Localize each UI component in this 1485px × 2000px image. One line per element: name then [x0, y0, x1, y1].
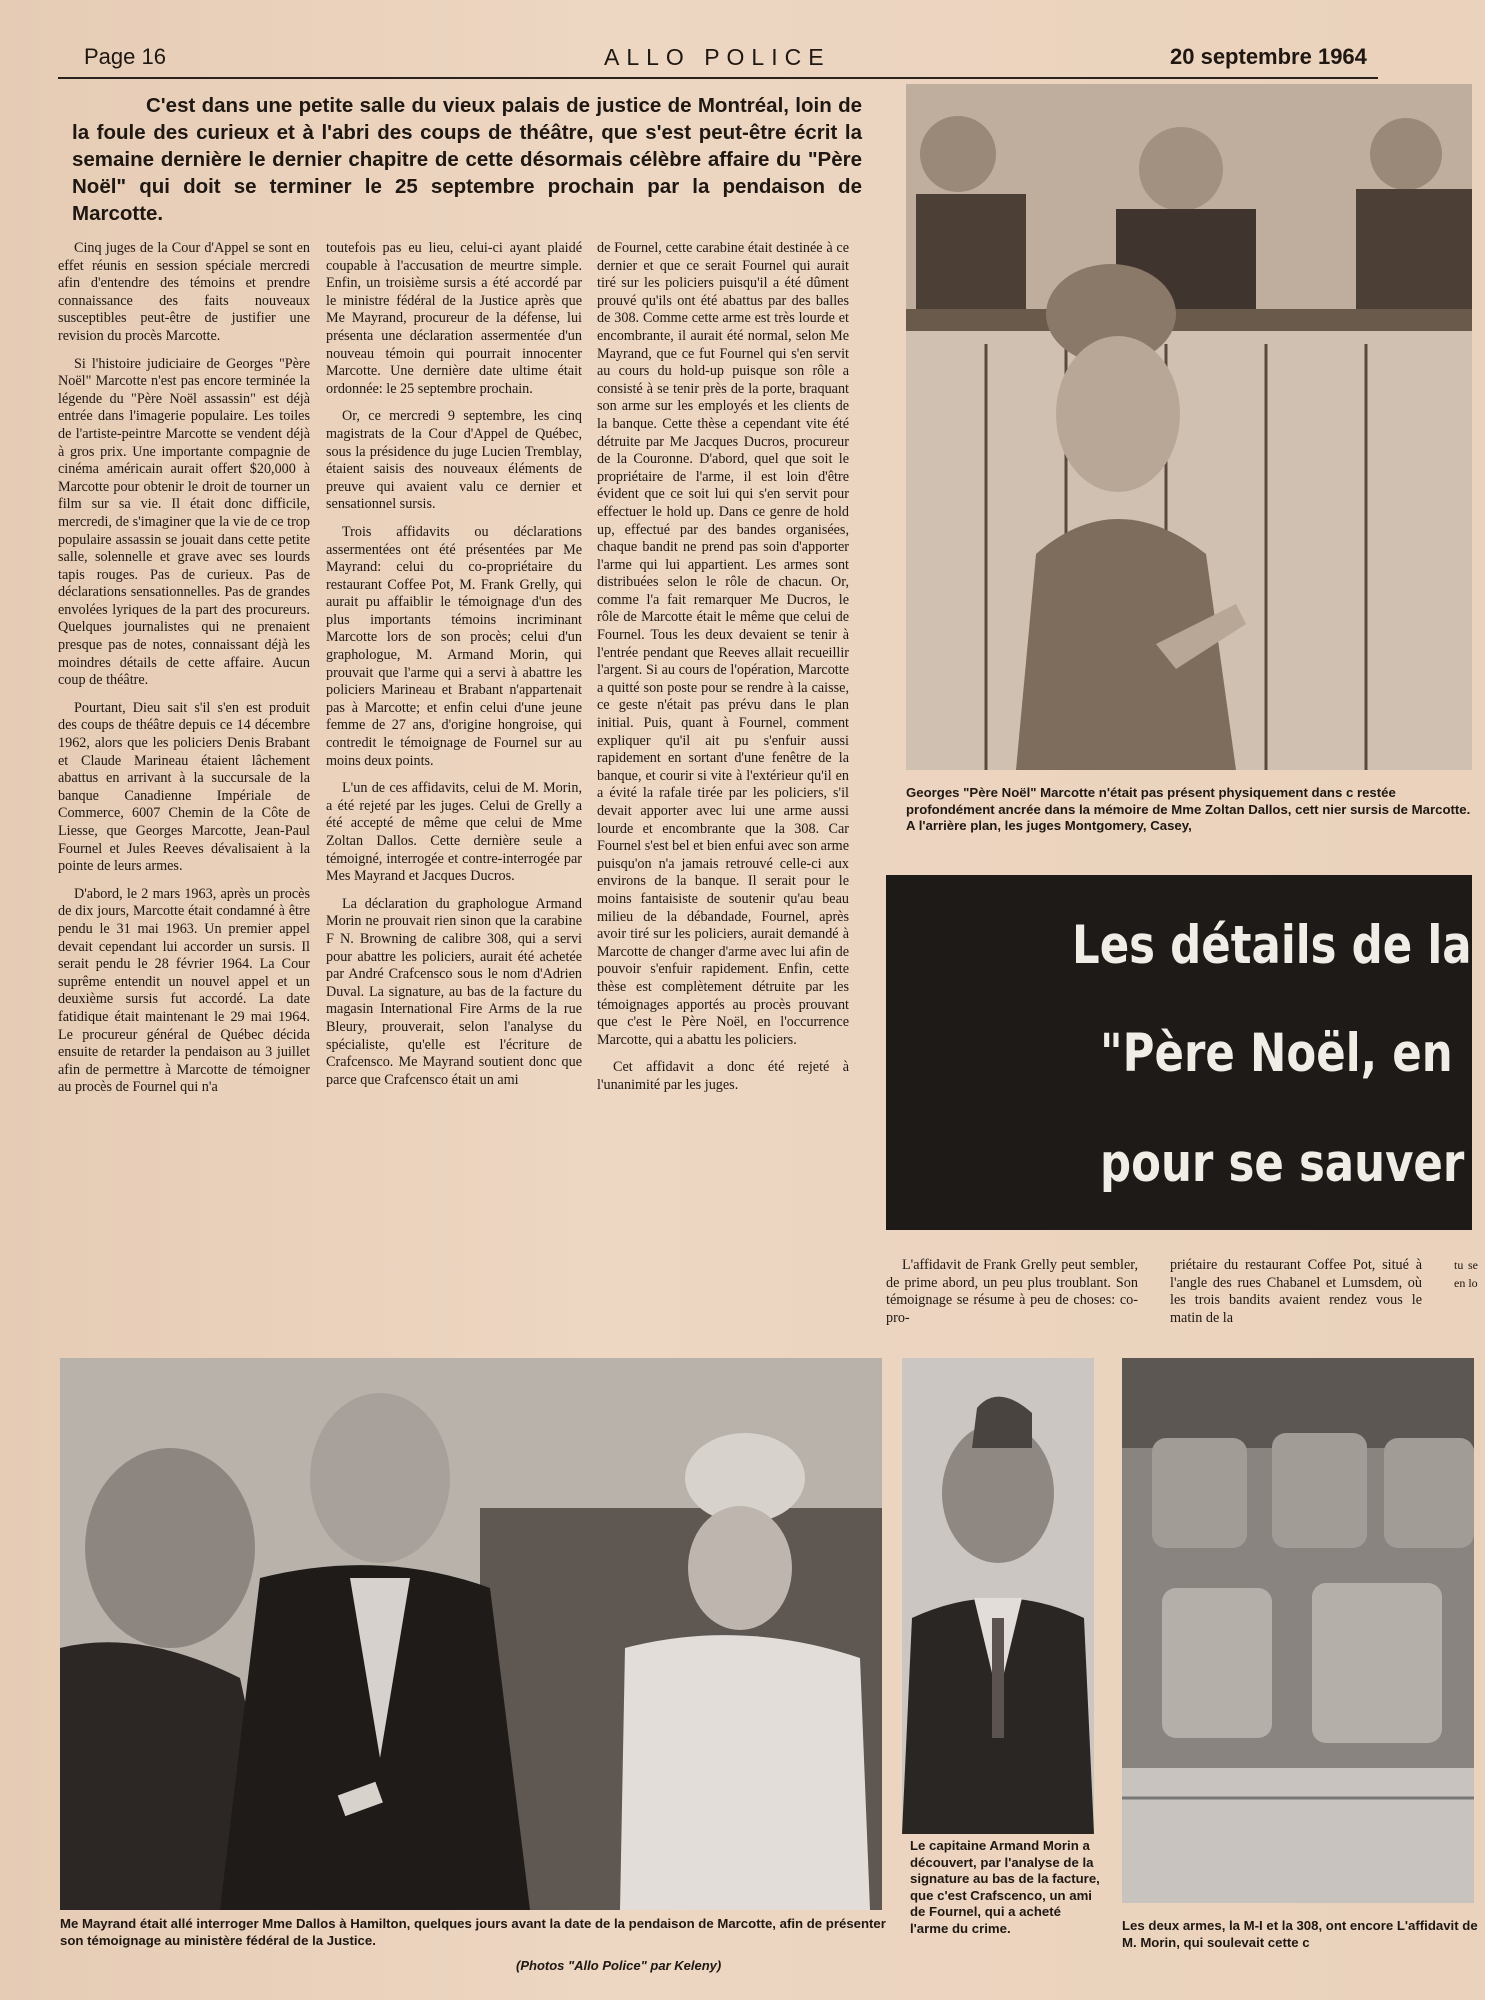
article-lead: C'est dans une petite salle du vieux palais de justice de Montréal, loin de la foule des curieux et à l'abri des coups de théâtre, que s'est peut-être écrit la semaine dernière le dernier chapitre de cette désormais célèbre affaire du "Père Noël" qui doit se terminer le 25 septembre prochain par la pendaison de Marcotte.: [72, 94, 862, 225]
photo-credit: (Photos "Allo Police" par Keleny): [516, 1958, 722, 1973]
second-article-column-2: [1170, 1257, 1422, 1327]
banner-line-2: "Père Noël, en: [1100, 1023, 1453, 1084]
page-number: Page 16: [84, 44, 166, 69]
article-column-2: [326, 240, 582, 1099]
publication-name: ALLO POLICE: [604, 44, 831, 70]
second-article-column-1: [886, 1257, 1138, 1327]
courtroom-photo-caption: Les deux armes, la M-I et la 308, ont encore L'affidavit de M. Morin, qui soulevait cette c: [1122, 1918, 1478, 1950]
paragraph: priétaire du restaurant Coffee Pot, situé à l'angle des rues Chabanel et Lumsdem, où les trois bandits avaient rendez vous le matin de la: [1170, 1257, 1422, 1326]
paragraph: Cinq juges de la Cour d'Appel se sont en effet réunis en session spéciale mercredi afin d'entendre des témoins et prendre connaissance des faits nouveaux susceptibles peut-être de justifier une revision du procès Marcotte.: [58, 240, 310, 344]
paragraph: L'affidavit de Frank Grelly peut sembler, de prime abord, un peu plus troublant. Son témoignage se résume à peu de choses: co-pro-: [886, 1257, 1138, 1326]
issue-date: 20 septembre 1964: [1170, 44, 1367, 69]
paragraph: D'abord, le 2 mars 1963, après un procès de dix jours, Marcotte était condamné à être pendu le 31 mai 1963. Un premier appel devait cependant lui accorder un sursis. Il serait pendu le 28 février 1964. La Cour suprême entendit un nouvel appel et un deuxième sursis fut accordé. La date fatidique était maintenant le 29 mai 1964. Le procureur général de Québec décida ensuite de retarder la pendaison au 3 juillet afin de permettre à Marcotte de témoigner au procès de Fournel qui n'a: [58, 885, 310, 1096]
main-photo-caption: Me Mayrand était allé interroger Mme Dallos à Hamilton, quelques jours avant la date de la pendaison de Marcotte, afin de présenter son témoignage au ministère fédéral de la Justice.: [60, 1916, 886, 1948]
headline-banner: [886, 875, 1472, 1230]
header-rule: [58, 77, 1378, 79]
article-column-1: [58, 240, 310, 1107]
court-sketch-illustration: [906, 84, 1472, 770]
paragraph: La déclaration du graphologue Armand Morin ne prouvait rien sinon que la carabine F N. Browning de calibre 308, qui a servi pour abattre les policiers, aurait été achetée par André Crafcensco sous le nom d'Adrien Duval. La signature, au bas de la facture du magasin International Fire Arms de la rue Bleury, prouverait, selon l'analyse du spécialiste, qu'elle est l'écriture de Crafcensco. Me Mayrand soutient donc que parce que Crafcensco était un ami: [326, 895, 582, 1088]
article-column-3: [597, 240, 849, 1105]
paragraph: Cet affidavit a donc été rejeté à l'unanimité par les juges.: [597, 1059, 849, 1093]
sketch-caption: Georges "Père Noël" Marcotte n'était pas présent physiquement dans c restée profondément ancrée dans la mémoire de Mme Zoltan Dallos, cett nier sursis de Marcotte. A l'arrière plan, les juges Montgomery, Casey,: [906, 785, 1471, 833]
photo-mayrand-dallos: [60, 1358, 882, 1910]
paragraph: L'un de ces affidavits, celui de M. Morin, a été rejeté par les juges. Celui de Grelly a été accepté de même que celui de Mme Zoltan Dallos. Cette dernière seule a témoigné, interrogée et contre-interrogée par Mes Mayrand et Jacques Ducros.: [326, 780, 582, 885]
paragraph: Or, ce mercredi 9 septembre, les cinq magistrats de la Cour d'Appel de Québec, sous la présidence du juge Lucien Tremblay, étaient saisis des nouveaux éléments de preuve qui avaient valu ce dernier et sensationnel sursis.: [326, 408, 582, 513]
banner-line-1: Les détails de la: [1072, 915, 1472, 976]
paragraph: tu se en lo: [1454, 1258, 1478, 1290]
second-article-column-3: [1454, 1257, 1484, 1292]
banner-line-3: pour se sauver: [1100, 1133, 1465, 1194]
photo-armand-morin: [902, 1358, 1094, 1834]
paragraph: toutefois pas eu lieu, celui-ci ayant plaidé coupable à l'accusation de meurtre simple. Enfin, un troisième sursis a été accordé par le ministre fédéral de la Justice après que Me Mayrand, procureur de la défense, lui présenta une déclaration assermentée d'un nouveau témoin qui pourrait innocenter Marcotte. Une dernière date ultime était ordonnée: le 25 septembre prochain.: [326, 240, 582, 397]
morin-photo-caption: Le capitaine Armand Morin a découvert, par l'analyse de la signature au bas de la facture, que c'est Crafscenco, un ami de Fournel, qui a acheté l'arme du crime.: [910, 1838, 1100, 1936]
paragraph: Pourtant, Dieu sait s'il s'en est produit des coups de théâtre depuis ce 14 décembre 1962, alors que les policiers Denis Brabant et Claude Marineau étaient lâchement abattus en arrivant à la succursale de la banque Canadienne Impériale de Commerce, 6007 Chemin de la Côte de Liesse, que Georges Marcotte, Jean-Paul Fournel et Jules Reeves dévalisaient à la pointe de leurs armes.: [58, 699, 310, 875]
paragraph: Trois affidavits ou déclarations assermentées ont été présentées par Me Mayrand: celui du co-propriétaire du restaurant Coffee Pot, M. Frank Grelly, qui aurait pu affaiblir le témoignage d'un des plus importants témoins incriminant Marcotte lors de son procès; celui d'un graphologue, M. Armand Morin, qui prouvait que l'arme qui a servi à abattre les policiers Marineau et Brabant n'appartenait pas à Marcotte; et enfin celui d'une jeune femme de 27 ans, d'origine hongroise, qui contredit le témoignage de Fournel sur au moins deux points.: [326, 523, 582, 769]
photo-courtroom-chairs: [1122, 1358, 1474, 1903]
paragraph: Si l'histoire judiciaire de Georges "Père Noël" Marcotte n'est pas encore terminée la légende du "Père Noël assassin" est déjà entrée dans l'imagerie populaire. Les toiles de l'artiste-peintre Marcotte se vendent déjà à gros prix. Une importante compagnie de cinéma américain aurait offert $20,000 à Marcotte pour obtenir le droit de tourner un film sur sa vie. Il était donc difficile, mercredi, de s'imaginer que la vie de ce trop populaire assassin se jouait dans cette petite salle, solennelle et grave avec ses lourds tapis rouges. Pas de curieux. Pas de déclarations sensationnelles. Pas de grandes envolées lyriques de la part des procureurs. Quelques journalistes qui ne prenaient presque pas de notes, connaissant déjà les moindres détails de cette affaire. Aucun coup de théâtre.: [58, 355, 310, 689]
paragraph: de Fournel, cette carabine était destinée à ce dernier et que ce serait Fournel qui aurait tiré sur les policiers puisqu'il a été dûment prouvé qu'ils ont été abattus par des balles de 308. Comme cette arme est très lourde et encombrante, il aurait été normal, selon Me Mayrand, que ce fut Fournel qui s'en servit au cours du hold-up puisque son rôle a consisté à se tenir près de la porte, braquant son arme sur les employés et les clients de la banque. Cette thèse a cependant vite été détruite par Me Jacques Ducros, procureur de la Couronne. D'abord, quel que soit le propriétaire de l'arme, il est loin d'être évident que ce soit lui qui s'en servit pour effectuer le hold up. Dans ce genre de hold up, effectué par des bandes organisées, chaque bandit ne prend pas soin d'apporter l'arme qui lui appartient. Les armes sont distribuées selon le rôle de chacun. Or, comme l'a fait remarquer Me Ducros, le rôle de Marcotte était le même que celui de Fournel. Tous les deux devaient se tenir à l'entrée pendant que Reeves allait recueillir l'argent. Si au cours de l'opération, Marcotte a quitté son poste pour se rendre à la caisse, ce geste n'était pas prévu dans le plan initial. Puis, quant à Fournel, comment expliquer qu'il ait pu s'enfuir aussi rapidement en sortant d'une fenêtre de la banque, et courir si vite à l'extérieur qu'il en a évité la rafale tirée par les policiers, s'il devait apporter avec lui une arme aussi lourde et encombrante que la 308. Car Fournel s'est bel et bien enfui avec son arme puisqu'on n'a jamais retrouvé celle-ci aux environs de la banque. Il serait pour le moins fantaisiste de soutenir qu'au beau milieu de la débandade, Fournel, après avoir tiré sur les policiers, aurait demandé à Marcotte de changer d'arme avec lui afin de pouvoir s'enfuir rapidement. Enfin, cette thèse est complètement détruite par les témoignages apportés au procès prouvant que c'est le Père Noël, en l'occurrence Marcotte, qui a abattu les policiers.: [597, 240, 849, 1048]
